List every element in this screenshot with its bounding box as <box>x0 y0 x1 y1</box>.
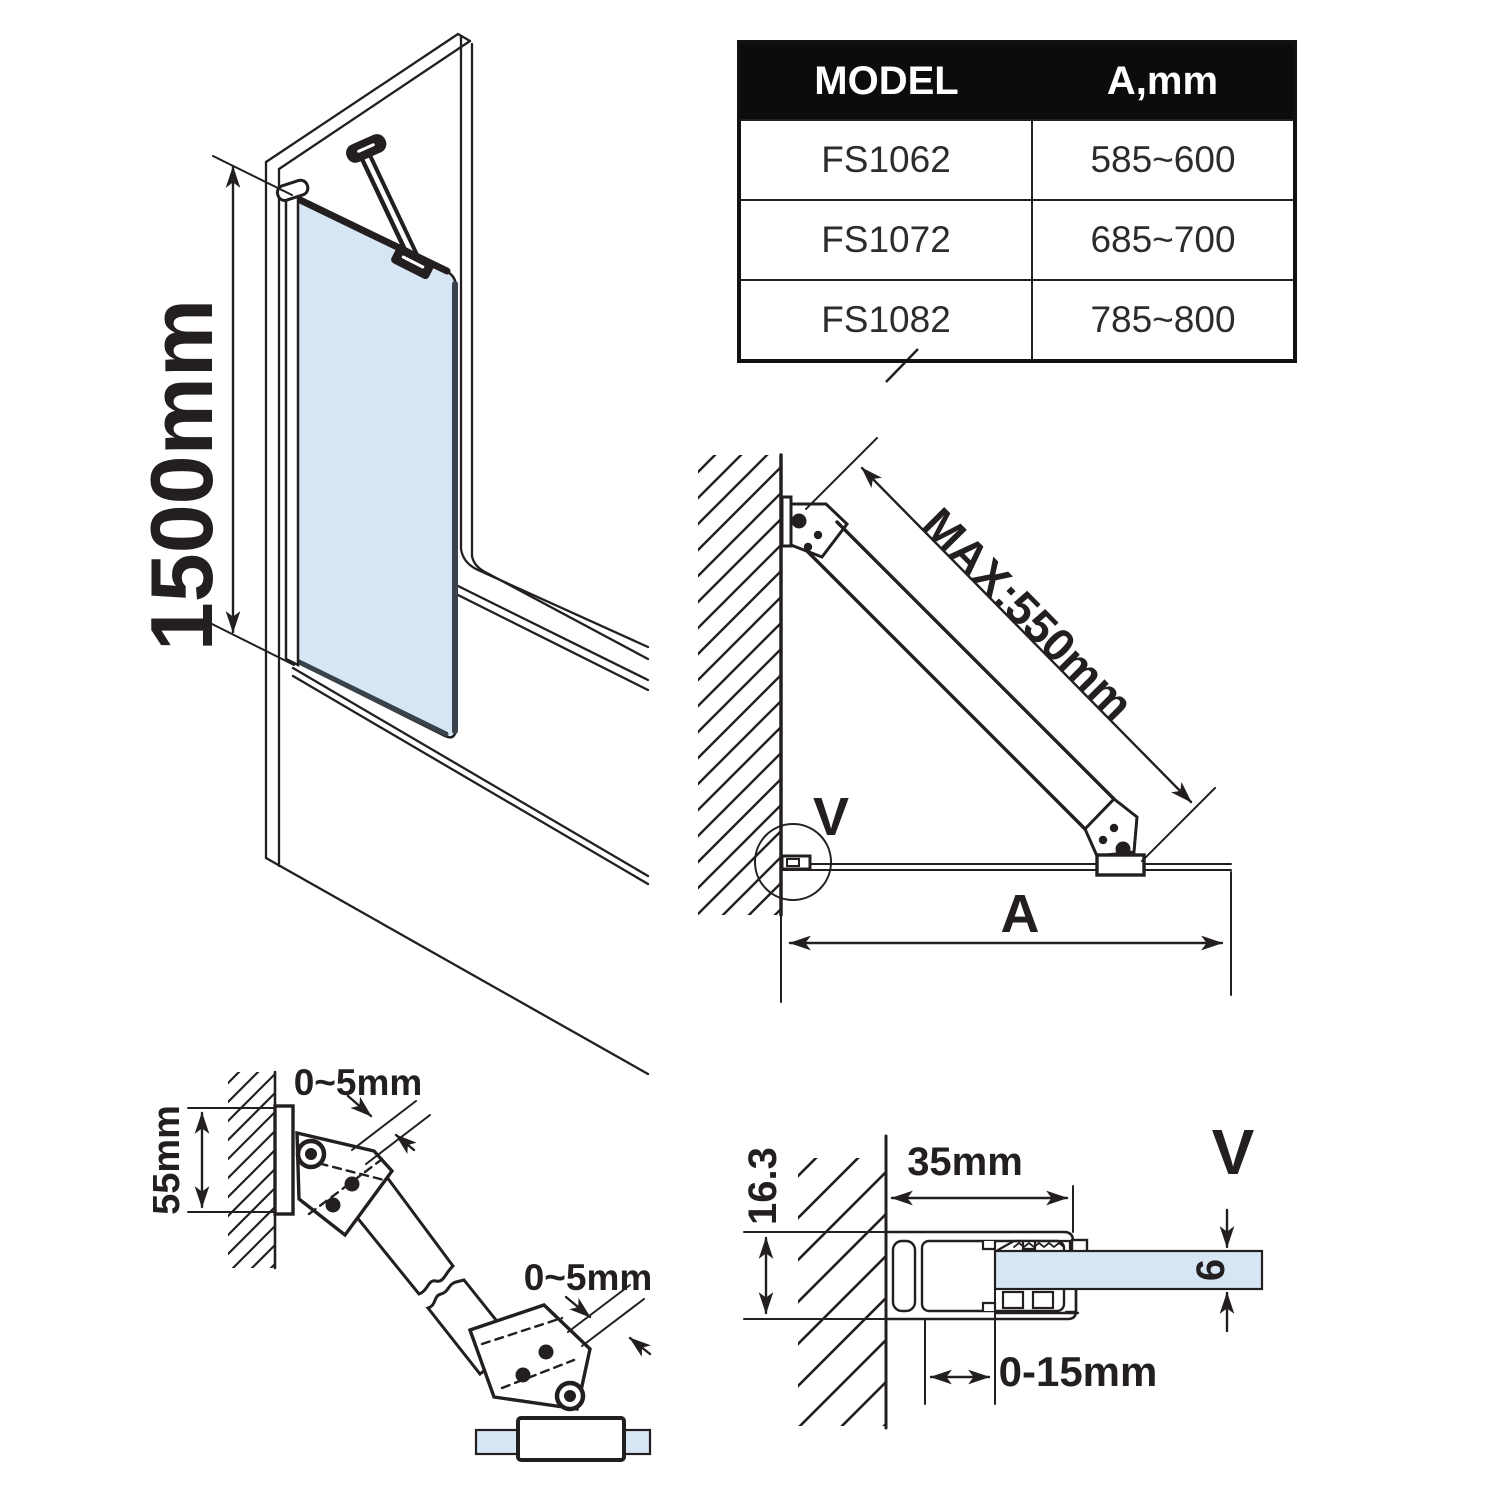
plan-width-dimension-label: A <box>1000 884 1040 944</box>
a-mm-cell: 685~700 <box>1032 200 1295 280</box>
iso-height-dimension-label: 1500mm <box>132 298 231 652</box>
bracket-lower-gap-label: 0~5mm <box>523 1256 653 1298</box>
bracket-wall-plate-height-label: 55mm <box>146 1105 188 1215</box>
spec-table-header-row <box>739 42 1295 120</box>
spec-table-header-a-mm: A,mm <box>1032 42 1295 120</box>
wall-adjustment-label: 0-15mm <box>998 1348 1158 1395</box>
profile-width-label: 35mm <box>907 1140 1023 1184</box>
table-row <box>739 280 1295 361</box>
plan-max-arm-dimension-label: MAX:550mm <box>912 497 1144 731</box>
model-spec-table <box>737 40 1297 363</box>
profile-depth-label: 16.3 <box>741 1147 785 1225</box>
a-mm-cell: 585~600 <box>1032 120 1295 200</box>
table-row <box>739 200 1295 280</box>
model-cell: FS1062 <box>739 120 1032 200</box>
a-mm-cell: 785~800 <box>1032 280 1295 361</box>
model-cell: FS1072 <box>739 200 1032 280</box>
isometric-view-drawing <box>210 34 648 1074</box>
model-cell: FS1082 <box>739 280 1032 361</box>
glass-thickness-label: 6 <box>1189 1258 1233 1282</box>
table-row <box>739 120 1295 200</box>
profile-detail-marker-v: V <box>1211 1116 1255 1188</box>
bracket-upper-gap-label: 0~5mm <box>293 1061 423 1103</box>
plan-detail-marker-v: V <box>812 787 850 847</box>
spec-table-header-model: MODEL <box>739 42 1032 120</box>
